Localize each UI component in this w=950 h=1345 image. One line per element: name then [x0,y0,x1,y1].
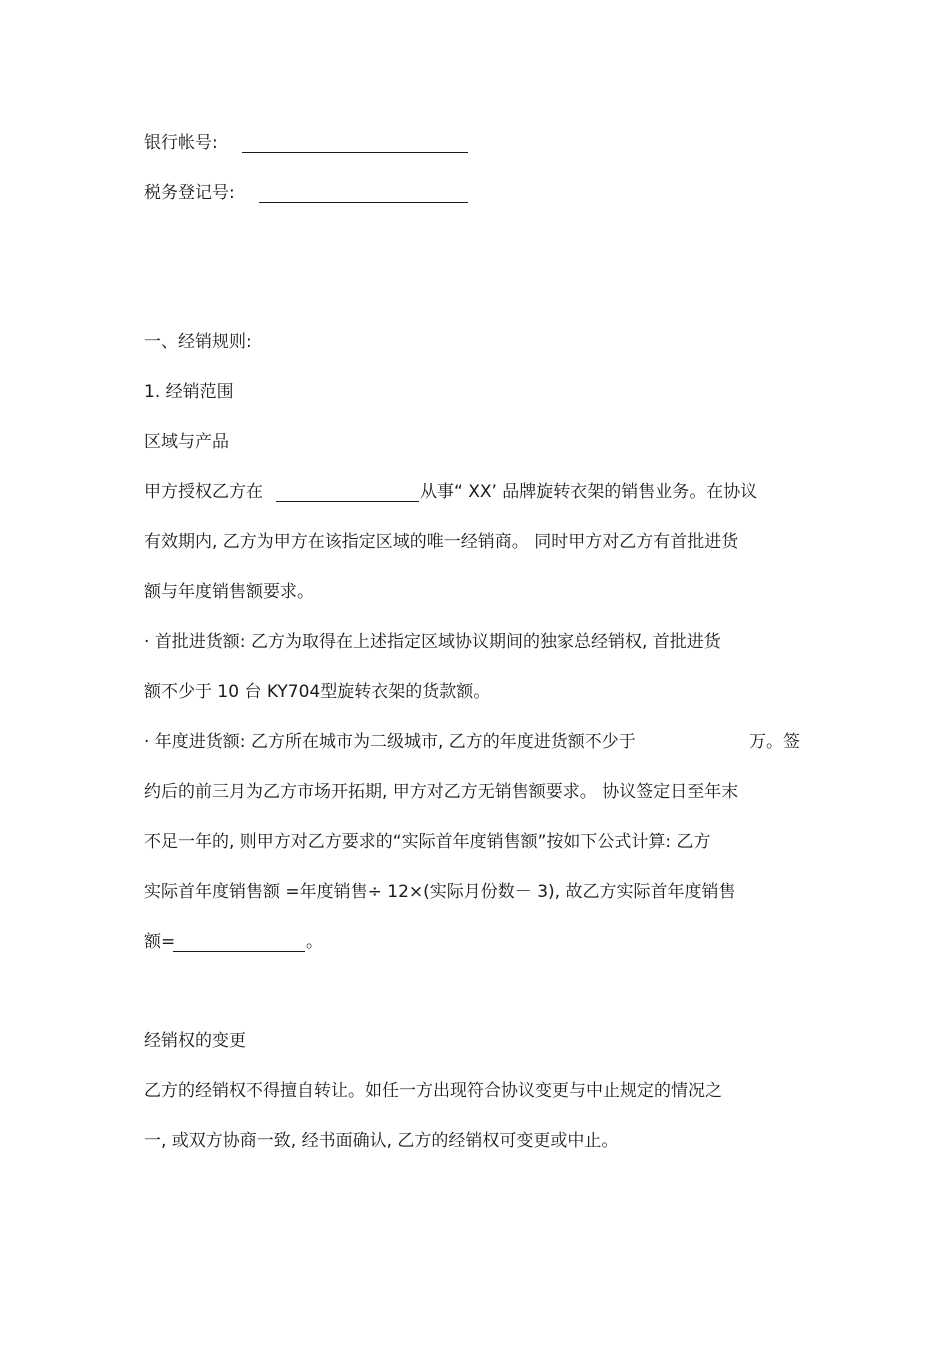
region-blank [276,485,419,502]
tax-registration-blank [259,186,468,203]
subheading-region-product: 区域与产品 [144,432,229,452]
tax-registration-row [144,182,235,204]
bullet-first-purchase-line-1: · 首批进货额: 乙方为取得在上述指定区域协议期间的独家总经销权, 首批进货 [144,632,721,652]
paragraph-authorization-line-3: 额与年度销售额要求。 [144,582,314,602]
item-title-distribution-scope: 1. 经销范围 [144,382,234,402]
bullet-annual-purchase-line-5-end: 。 [306,932,323,952]
section-title-distribution-change: 经销权的变更 [144,1031,246,1051]
bullet-annual-purchase-line-1: · 年度进货额: 乙方所在城市为二级城市, 乙方的年度进货额不少于 [144,732,636,752]
first-year-sales-blank [173,935,305,952]
bullet-annual-purchase-line-3: 不足一年的, 则甲方对乙方要求的“实际首年度销售额”按如下公式计算: 乙方 [144,832,711,852]
bullet-annual-purchase-line-2: 约后的前三月为乙方市场开拓期, 甲方对乙方无销售额要求。 协议签定日至年末 [144,782,739,802]
authorization-text-after-blank: 从事“ XX’ 品牌旋转衣架的销售业务。在协议 [420,482,758,502]
section-title-distribution-rules: 一、经销规则: [144,332,252,352]
paragraph-authorization-line-2: 有效期内, 乙方为甲方在该指定区域的唯一经销商。 同时甲方对乙方有首批进货 [144,532,739,552]
paragraph-authorization-line-1 [144,481,263,503]
authorization-text-before-blank: 甲方授权乙方在 [144,482,263,502]
bullet-annual-purchase-line-5: 额= [144,932,176,952]
bullet-annual-purchase-line-4: 实际首年度销售额 =年度销售÷ 12×(实际月份数－ 3), 故乙方实际首年度销售 [144,882,736,902]
bank-account-blank [242,136,468,153]
bank-account-label: 银行帐号: [144,133,218,153]
tax-registration-label: 税务登记号: [144,183,235,203]
distribution-change-line-1: 乙方的经销权不得擅自转让。如任一方出现符合协议变更与中止规定的情况之 [144,1081,722,1101]
distribution-change-line-2: 一, 或双方协商一致, 经书面确认, 乙方的经销权可变更或中止。 [144,1131,619,1151]
bullet-annual-purchase-line-1-end: 万。签 [749,732,800,752]
bank-account-row [144,132,218,154]
bullet-first-purchase-line-2: 额不少于 10 台 KY704型旋转衣架的货款额。 [144,682,491,702]
